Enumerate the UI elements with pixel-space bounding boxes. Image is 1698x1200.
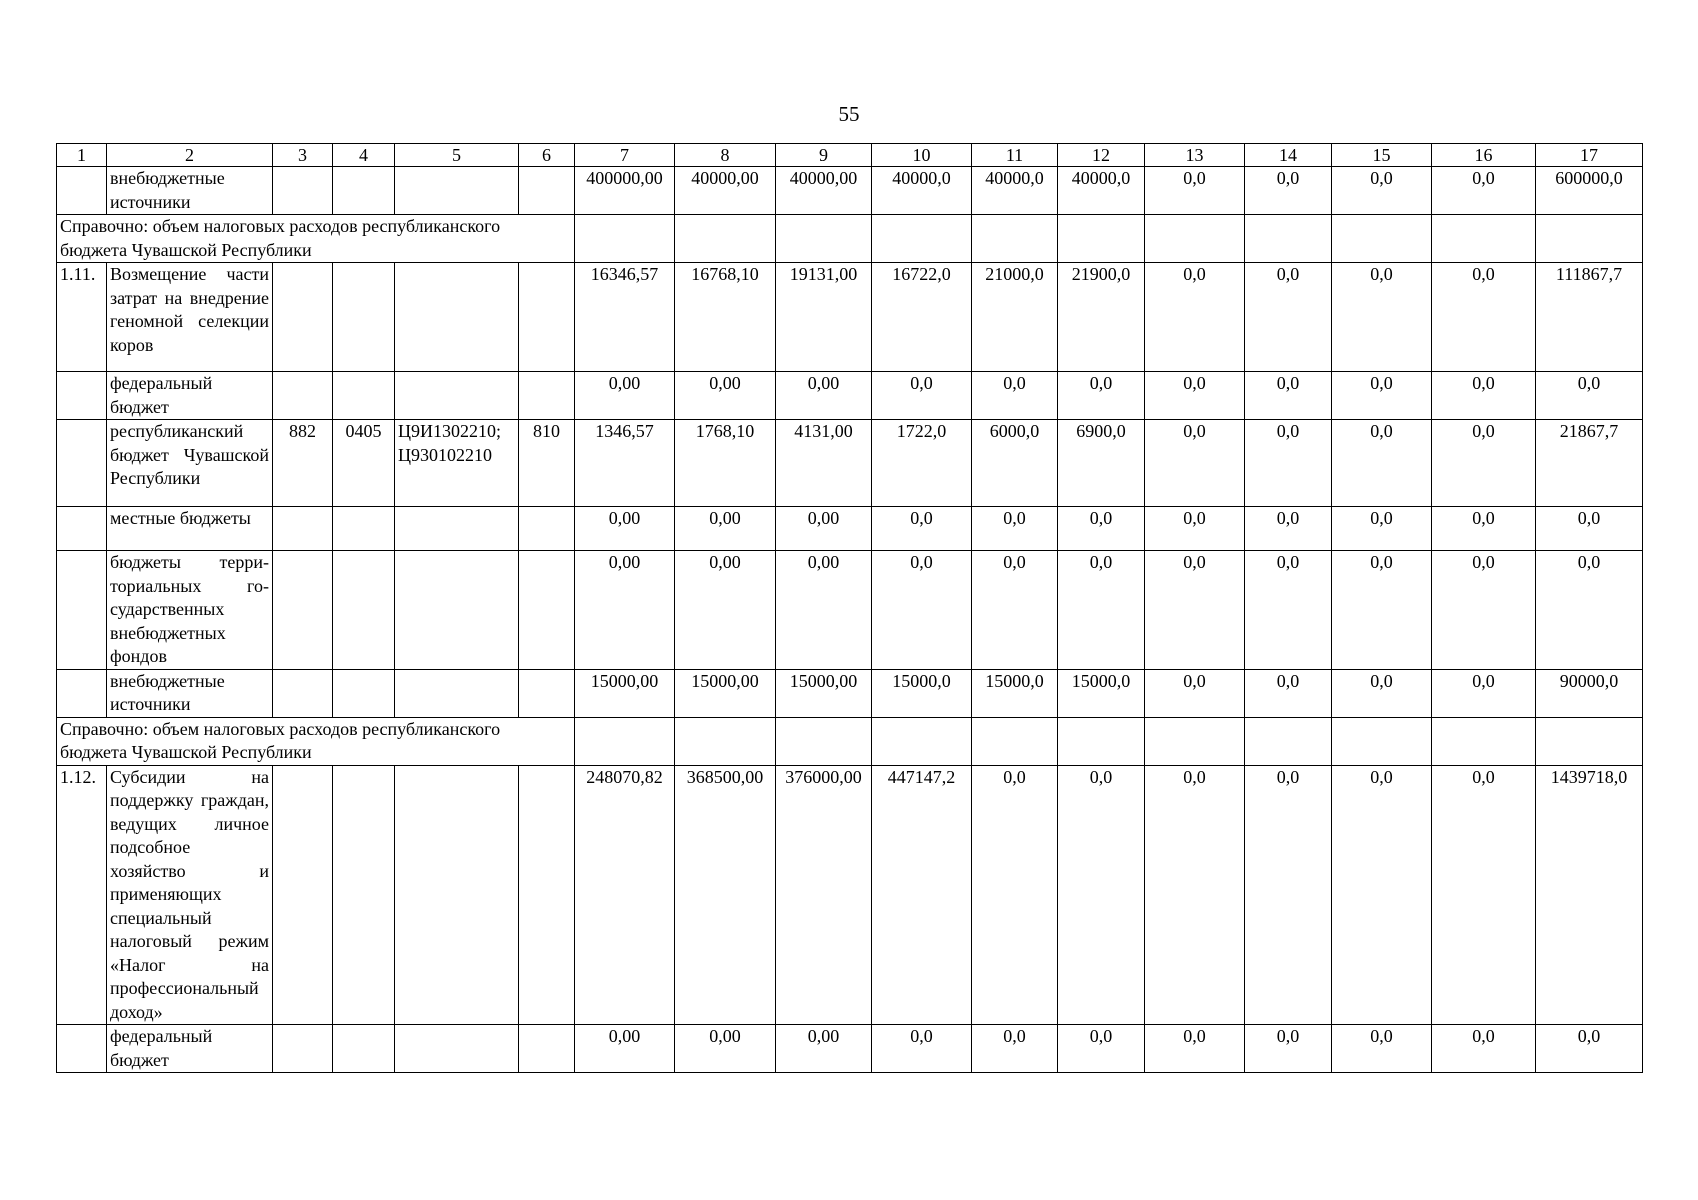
header-row xyxy=(57,144,1643,167)
value-cell: 0,0 xyxy=(1245,551,1332,670)
empty-cell xyxy=(776,215,872,263)
value-cell: 0,00 xyxy=(776,1025,872,1073)
header-cell: 8 xyxy=(675,144,776,167)
value-cell: 376000,00 xyxy=(776,765,872,1025)
header-cell: 16 xyxy=(1432,144,1536,167)
value-cell: 15000,00 xyxy=(776,669,872,717)
value-cell: 21000,0 xyxy=(972,263,1058,372)
value-cell: 0,0 xyxy=(1536,372,1643,420)
value-cell: 0,00 xyxy=(675,551,776,670)
note-row xyxy=(57,215,1643,263)
value-cell: 0,00 xyxy=(575,1025,675,1073)
value-cell: 0,0 xyxy=(1536,507,1643,551)
value-cell: 1346,57 xyxy=(575,420,675,507)
value-cell: 6900,0 xyxy=(1058,420,1145,507)
value-cell: 40000,0 xyxy=(872,167,972,215)
value-cell: 0,0 xyxy=(872,372,972,420)
empty-cell xyxy=(972,215,1058,263)
target-code-cell xyxy=(395,551,519,670)
value-cell: 0,0 xyxy=(1332,669,1432,717)
table-row xyxy=(57,263,1643,372)
empty-cell xyxy=(872,717,972,765)
value-cell: 0,0 xyxy=(1432,765,1536,1025)
empty-cell xyxy=(1432,215,1536,263)
row-number-cell xyxy=(57,551,107,670)
value-cell: 40000,0 xyxy=(1058,167,1145,215)
value-cell: 0,0 xyxy=(1432,372,1536,420)
table-row xyxy=(57,1025,1643,1073)
value-cell: 0,00 xyxy=(776,372,872,420)
table-row xyxy=(57,167,1643,215)
admin-code-cell xyxy=(273,1025,333,1073)
value-cell: 0,0 xyxy=(1332,372,1432,420)
value-cell: 0,0 xyxy=(1432,551,1536,670)
expense-type-cell: 810 xyxy=(519,420,575,507)
expense-type-cell xyxy=(519,507,575,551)
empty-cell xyxy=(1536,717,1643,765)
value-cell: 90000,0 xyxy=(1536,669,1643,717)
value-cell: 0,00 xyxy=(675,372,776,420)
empty-cell xyxy=(972,717,1058,765)
value-cell: 400000,00 xyxy=(575,167,675,215)
note-cell: Справочно: объем налоговых расходов республиканского бюджета Чувашской Республики xyxy=(57,717,575,765)
value-cell: 0,0 xyxy=(1245,372,1332,420)
value-cell: 0,0 xyxy=(1245,507,1332,551)
section-code-cell xyxy=(333,372,395,420)
page-number: 55 xyxy=(838,102,860,126)
value-cell: 0,0 xyxy=(1536,1025,1643,1073)
value-cell: 111867,7 xyxy=(1536,263,1643,372)
value-cell: 0,0 xyxy=(1245,1025,1332,1073)
empty-cell xyxy=(1145,717,1245,765)
value-cell: 15000,0 xyxy=(1058,669,1145,717)
admin-code-cell xyxy=(273,507,333,551)
section-code-cell xyxy=(333,551,395,670)
value-cell: 0,0 xyxy=(1145,765,1245,1025)
value-cell: 0,0 xyxy=(1332,420,1432,507)
value-cell: 0,0 xyxy=(1145,1025,1245,1073)
empty-cell xyxy=(1332,215,1432,263)
header-cell: 14 xyxy=(1245,144,1332,167)
value-cell: 248070,82 xyxy=(575,765,675,1025)
value-cell: 21900,0 xyxy=(1058,263,1145,372)
value-cell: 0,0 xyxy=(872,1025,972,1073)
value-cell: 0,0 xyxy=(1432,507,1536,551)
row-number-cell xyxy=(57,372,107,420)
value-cell: 0,00 xyxy=(575,507,675,551)
value-cell: 0,00 xyxy=(675,1025,776,1073)
row-name-cell: федеральный бюджет xyxy=(107,1025,273,1073)
target-code-cell xyxy=(395,167,519,215)
value-cell: 368500,00 xyxy=(675,765,776,1025)
admin-code-cell xyxy=(273,263,333,372)
value-cell: 0,0 xyxy=(1245,669,1332,717)
header-cell: 4 xyxy=(333,144,395,167)
value-cell: 4131,00 xyxy=(776,420,872,507)
value-cell: 0,0 xyxy=(972,551,1058,670)
target-code-cell xyxy=(395,1025,519,1073)
empty-cell xyxy=(776,717,872,765)
value-cell: 0,0 xyxy=(1145,669,1245,717)
value-cell: 21867,7 xyxy=(1536,420,1643,507)
row-number-cell xyxy=(57,669,107,717)
row-name-cell: республиканский бюджет Чувашской Республики xyxy=(107,420,273,507)
value-cell: 0,0 xyxy=(872,551,972,670)
empty-cell xyxy=(675,215,776,263)
value-cell: 40000,00 xyxy=(675,167,776,215)
value-cell: 0,00 xyxy=(776,507,872,551)
row-number-cell: 1.12. xyxy=(57,765,107,1025)
empty-cell xyxy=(1432,717,1536,765)
empty-cell xyxy=(1145,215,1245,263)
empty-cell xyxy=(1245,717,1332,765)
expense-type-cell xyxy=(519,765,575,1025)
table-row xyxy=(57,669,1643,717)
value-cell: 0,0 xyxy=(1058,1025,1145,1073)
value-cell: 0,0 xyxy=(972,1025,1058,1073)
target-code-cell: Ц9И1302210; Ц930102210 xyxy=(395,420,519,507)
row-name-cell: федеральный бюджет xyxy=(107,372,273,420)
value-cell: 15000,0 xyxy=(972,669,1058,717)
admin-code-cell xyxy=(273,669,333,717)
row-name-cell: внебюджетные источники xyxy=(107,669,273,717)
value-cell: 16768,10 xyxy=(675,263,776,372)
table-row xyxy=(57,507,1643,551)
row-name-cell: местные бюджеты xyxy=(107,507,273,551)
empty-cell xyxy=(575,717,675,765)
value-cell: 0,00 xyxy=(575,551,675,670)
target-code-cell xyxy=(395,263,519,372)
value-cell: 16722,0 xyxy=(872,263,972,372)
value-cell: 0,0 xyxy=(1145,167,1245,215)
value-cell: 19131,00 xyxy=(776,263,872,372)
value-cell: 0,0 xyxy=(1245,420,1332,507)
target-code-cell xyxy=(395,507,519,551)
value-cell: 0,0 xyxy=(1332,1025,1432,1073)
expense-type-cell xyxy=(519,372,575,420)
value-cell: 0,0 xyxy=(972,372,1058,420)
value-cell: 1768,10 xyxy=(675,420,776,507)
section-code-cell xyxy=(333,167,395,215)
row-name-cell: Субсидии на поддержку граждан, ведущих личное подсобное хозяйство и применяющих специальный налоговый режим «Налог на профессиональный доход» xyxy=(107,765,273,1025)
admin-code-cell xyxy=(273,551,333,670)
value-cell: 0,00 xyxy=(575,372,675,420)
value-cell: 0,0 xyxy=(1145,507,1245,551)
value-cell: 0,0 xyxy=(1536,551,1643,670)
empty-cell xyxy=(575,215,675,263)
empty-cell xyxy=(1536,215,1643,263)
value-cell: 0,0 xyxy=(1332,167,1432,215)
expense-type-cell xyxy=(519,263,575,372)
expense-type-cell xyxy=(519,1025,575,1073)
row-name-cell: Возмещение части затрат на внедрение геномной селекции коров xyxy=(107,263,273,372)
row-name-cell: бюджеты территориальных государственных внебюджетных фондов xyxy=(107,551,273,670)
table-row xyxy=(57,551,1643,670)
header-cell: 17 xyxy=(1536,144,1643,167)
value-cell: 40000,0 xyxy=(972,167,1058,215)
value-cell: 600000,0 xyxy=(1536,167,1643,215)
expense-type-cell xyxy=(519,551,575,670)
empty-cell xyxy=(872,215,972,263)
table-row xyxy=(57,765,1643,1025)
header-cell: 6 xyxy=(519,144,575,167)
section-code-cell xyxy=(333,765,395,1025)
value-cell: 0,0 xyxy=(1245,167,1332,215)
row-number-cell xyxy=(57,1025,107,1073)
note-cell: Справочно: объем налоговых расходов республиканского бюджета Чувашской Республики xyxy=(57,215,575,263)
header-cell: 10 xyxy=(872,144,972,167)
budget-table xyxy=(56,143,1643,1073)
table-body xyxy=(57,144,1643,1073)
value-cell: 0,0 xyxy=(1145,372,1245,420)
empty-cell xyxy=(1332,717,1432,765)
value-cell: 0,0 xyxy=(1432,263,1536,372)
empty-cell xyxy=(1058,717,1145,765)
value-cell: 0,0 xyxy=(1245,263,1332,372)
header-cell: 9 xyxy=(776,144,872,167)
admin-code-cell xyxy=(273,765,333,1025)
value-cell: 447147,2 xyxy=(872,765,972,1025)
value-cell: 40000,00 xyxy=(776,167,872,215)
value-cell: 15000,0 xyxy=(872,669,972,717)
value-cell: 1439718,0 xyxy=(1536,765,1643,1025)
value-cell: 0,0 xyxy=(1432,669,1536,717)
value-cell: 0,0 xyxy=(1432,420,1536,507)
header-cell: 5 xyxy=(395,144,519,167)
row-name-cell: внебюджетные источники xyxy=(107,167,273,215)
section-code-cell xyxy=(333,263,395,372)
value-cell: 0,0 xyxy=(1145,551,1245,670)
value-cell: 0,0 xyxy=(1332,507,1432,551)
value-cell: 0,00 xyxy=(675,507,776,551)
value-cell: 0,0 xyxy=(1245,765,1332,1025)
row-number-cell xyxy=(57,420,107,507)
section-code-cell xyxy=(333,669,395,717)
value-cell: 0,0 xyxy=(1332,765,1432,1025)
value-cell: 0,0 xyxy=(872,507,972,551)
value-cell: 16346,57 xyxy=(575,263,675,372)
row-number-cell: 1.11. xyxy=(57,263,107,372)
target-code-cell xyxy=(395,372,519,420)
note-row xyxy=(57,717,1643,765)
header-cell: 3 xyxy=(273,144,333,167)
header-cell: 11 xyxy=(972,144,1058,167)
value-cell: 0,0 xyxy=(1058,372,1145,420)
value-cell: 1722,0 xyxy=(872,420,972,507)
header-cell: 15 xyxy=(1332,144,1432,167)
value-cell: 0,0 xyxy=(972,765,1058,1025)
empty-cell xyxy=(1058,215,1145,263)
value-cell: 15000,00 xyxy=(675,669,776,717)
row-number-cell xyxy=(57,167,107,215)
value-cell: 0,0 xyxy=(972,507,1058,551)
value-cell: 0,0 xyxy=(1332,551,1432,670)
empty-cell xyxy=(1245,215,1332,263)
value-cell: 0,00 xyxy=(776,551,872,670)
value-cell: 0,0 xyxy=(1145,263,1245,372)
table-row xyxy=(57,420,1643,507)
value-cell: 0,0 xyxy=(1058,551,1145,670)
value-cell: 0,0 xyxy=(1432,167,1536,215)
value-cell: 0,0 xyxy=(1145,420,1245,507)
empty-cell xyxy=(675,717,776,765)
expense-type-cell xyxy=(519,669,575,717)
section-code-cell xyxy=(333,1025,395,1073)
admin-code-cell xyxy=(273,167,333,215)
value-cell: 6000,0 xyxy=(972,420,1058,507)
value-cell: 0,0 xyxy=(1432,1025,1536,1073)
admin-code-cell: 882 xyxy=(273,420,333,507)
value-cell: 15000,00 xyxy=(575,669,675,717)
value-cell: 0,0 xyxy=(1058,507,1145,551)
target-code-cell xyxy=(395,669,519,717)
table-row xyxy=(57,372,1643,420)
value-cell: 0,0 xyxy=(1058,765,1145,1025)
admin-code-cell xyxy=(273,372,333,420)
section-code-cell: 0405 xyxy=(333,420,395,507)
section-code-cell xyxy=(333,507,395,551)
value-cell: 0,0 xyxy=(1332,263,1432,372)
header-cell: 7 xyxy=(575,144,675,167)
header-cell: 13 xyxy=(1145,144,1245,167)
target-code-cell xyxy=(395,765,519,1025)
header-cell: 2 xyxy=(107,144,273,167)
expense-type-cell xyxy=(519,167,575,215)
header-cell: 1 xyxy=(57,144,107,167)
header-cell: 12 xyxy=(1058,144,1145,167)
row-number-cell xyxy=(57,507,107,551)
